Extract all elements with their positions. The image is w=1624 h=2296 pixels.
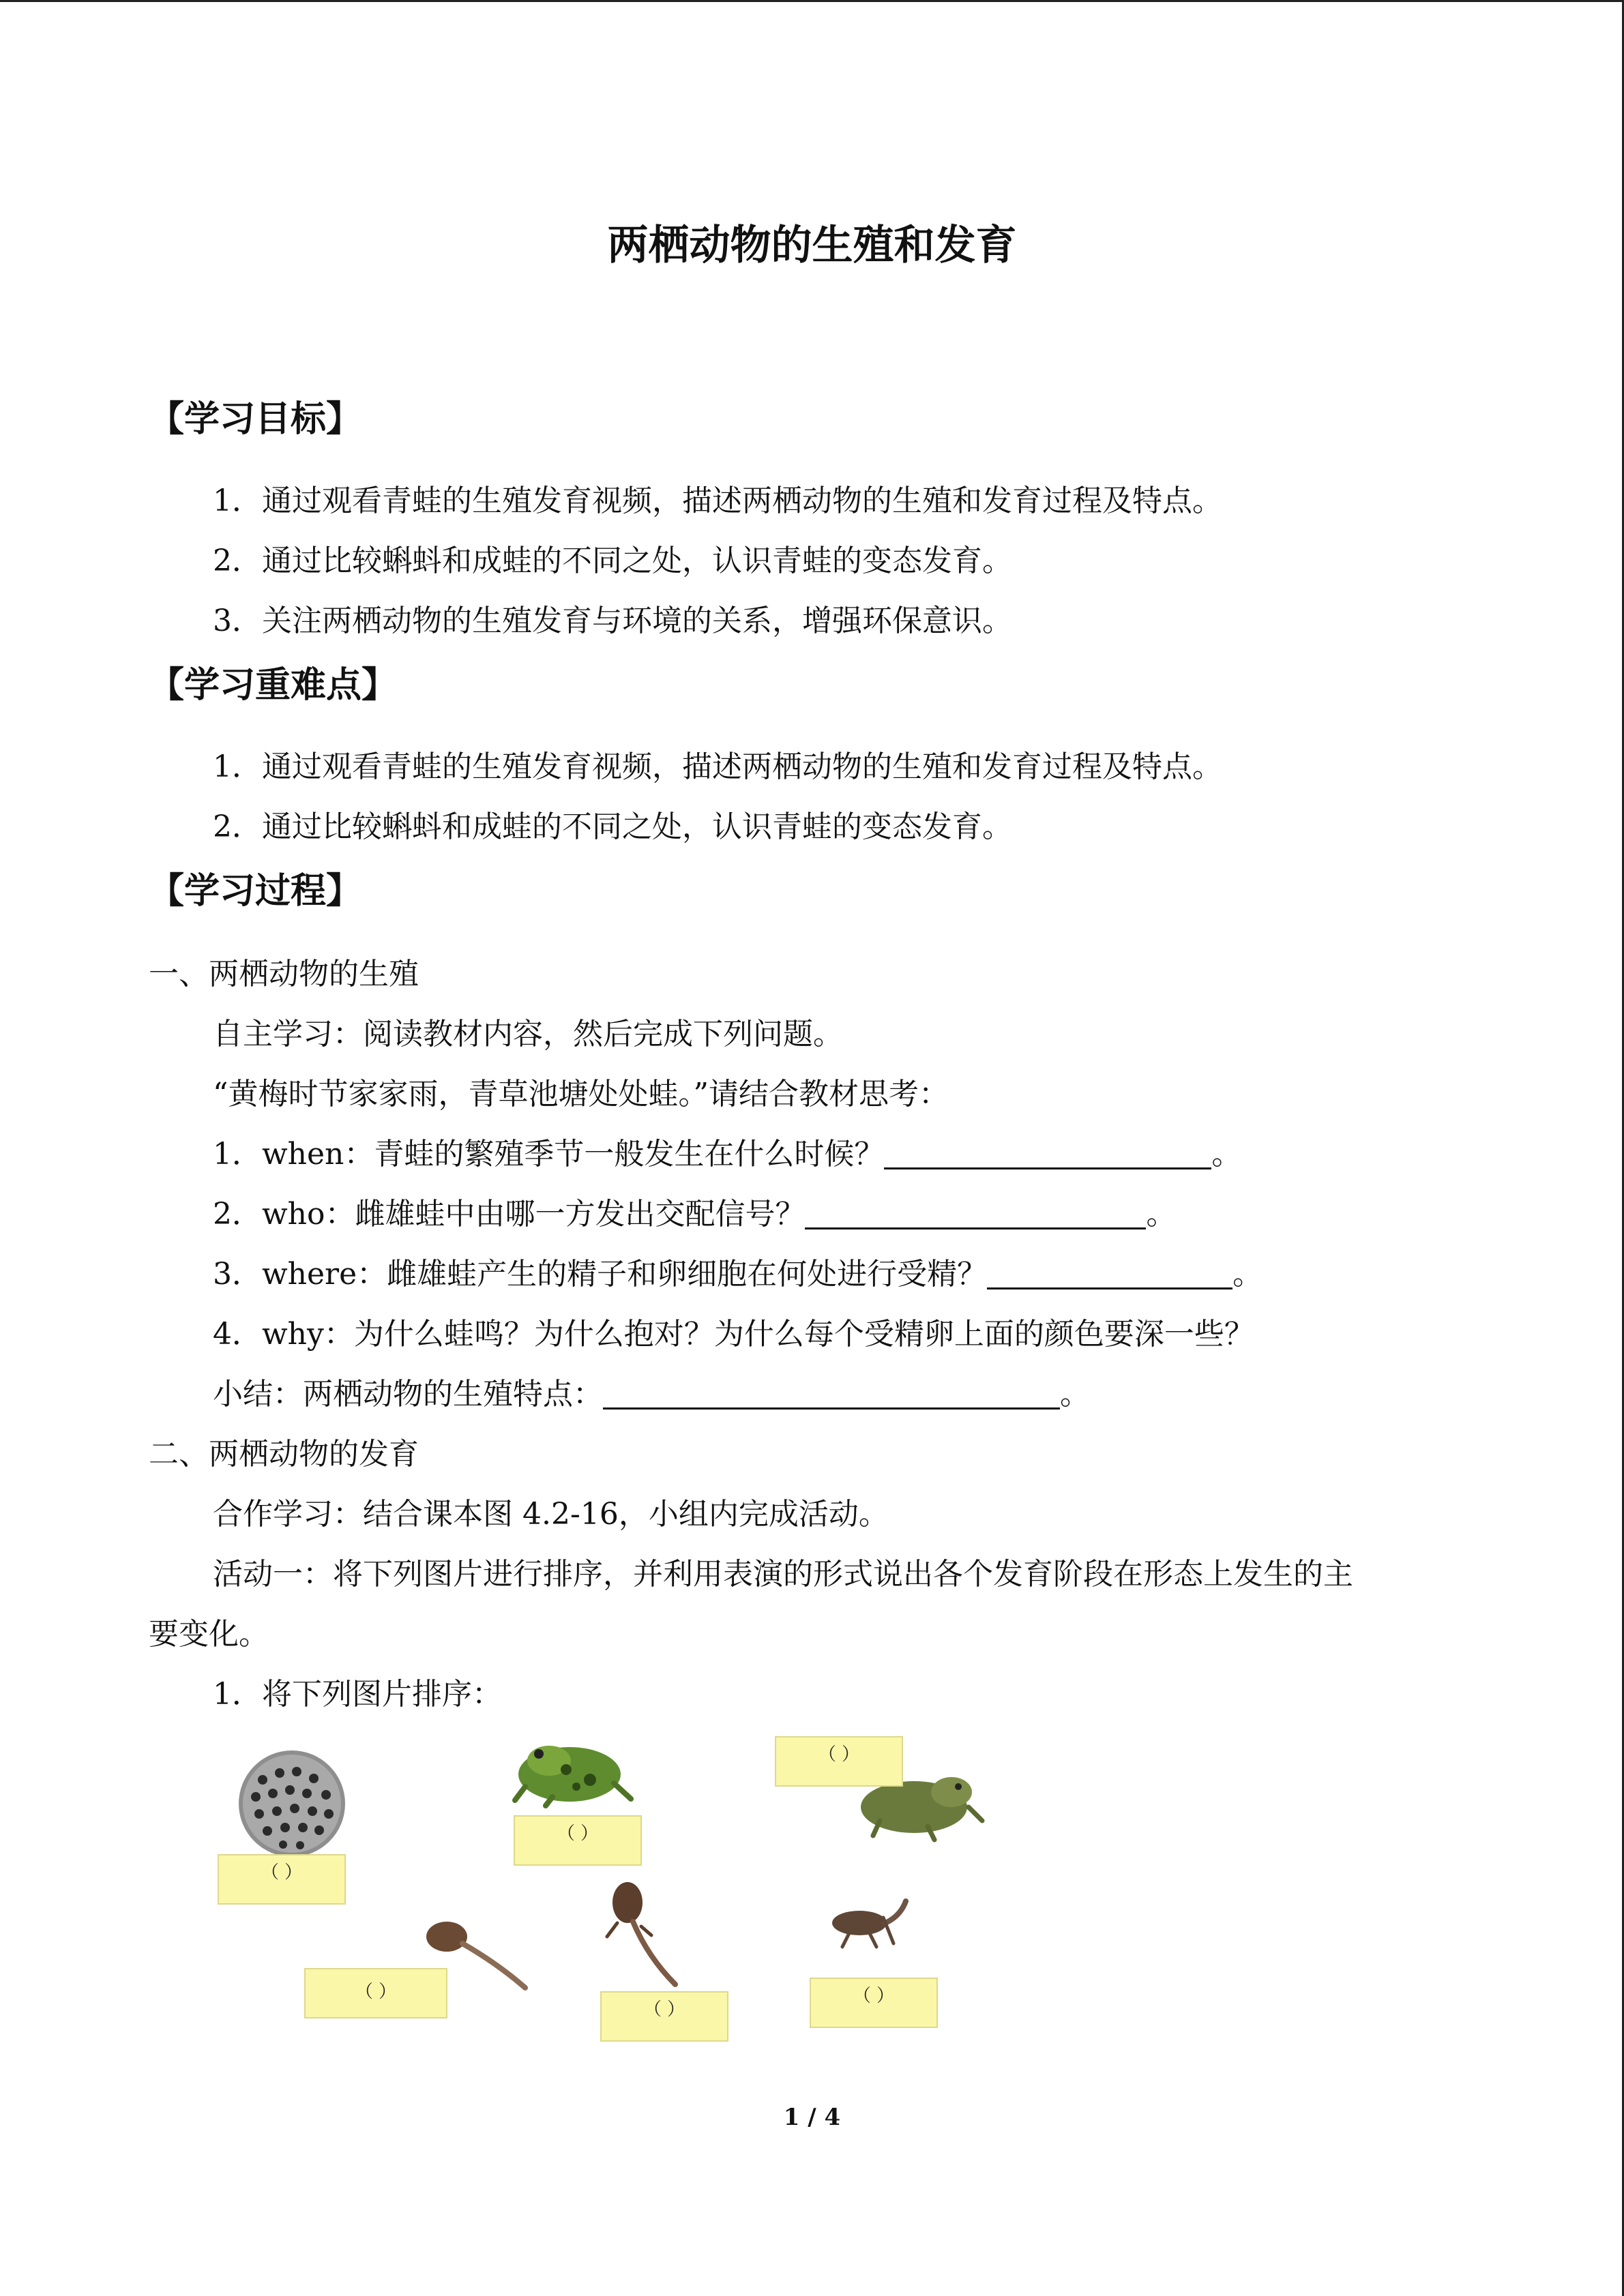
question-2-text: 2．who：雌雄蛙中由哪一方发出交配信号？ — [213, 1197, 806, 1232]
activity-line-2: 要变化。 — [149, 1617, 269, 1652]
top-border — [0, 0, 1624, 2]
activity-line-1: 活动一：将下列图片进行排序，并利用表演的形式说出各个发育阶段在形态上发生的主 — [213, 1557, 1353, 1592]
summary — [213, 1369, 1090, 1413]
end-mark: 。 — [1232, 1257, 1263, 1292]
task-line: 1．将下列图片排序： — [213, 1677, 502, 1712]
question-2 — [213, 1189, 1176, 1233]
question-1 — [213, 1129, 1241, 1173]
answer-blank-summary[interactable] — [603, 1377, 1060, 1410]
question-3-text: 3．where：雌雄蛙产生的精子和卵细胞在何处进行受精？ — [213, 1257, 988, 1292]
page-title: 两栖动物的生殖和发育 — [607, 222, 1017, 269]
tadpole-four-legs-image — [832, 1901, 906, 1947]
part2-heading: 二、两栖动物的发育 — [149, 1437, 419, 1472]
answer-blank-2[interactable] — [805, 1197, 1146, 1229]
goal-item: 1．通过观看青蛙的生殖发育视频，描述两栖动物的生殖和发育过程及特点。 — [213, 483, 1222, 518]
part2-intro: 合作学习：结合课本图 4.2-16，小组内完成活动。 — [213, 1497, 889, 1532]
order-label-box[interactable]: （ ） — [304, 1968, 447, 2018]
answer-blank-3[interactable] — [987, 1257, 1232, 1289]
order-label-box[interactable]: （ ） — [775, 1736, 903, 1787]
part1-intro: 自主学习：阅读教材内容，然后完成下列问题。 — [213, 1017, 843, 1052]
section-keypoints-heading: 【学习重难点】 — [149, 665, 398, 706]
question-4: 4．why：为什么蛙鸣？为什么抱对？为什么每个受精卵上面的颜色要深一些？ — [213, 1317, 1254, 1352]
goal-item: 2．通过比较蝌蚪和成蛙的不同之处，认识青蛙的变态发育。 — [213, 543, 1012, 578]
order-label-box[interactable]: （ ） — [218, 1854, 346, 1905]
end-mark: 。 — [1211, 1137, 1242, 1172]
question-1-text: 1．when：青蛙的繁殖季节一般发生在什么时候？ — [213, 1137, 885, 1172]
keypoint-item: 1．通过观看青蛙的生殖发育视频，描述两栖动物的生殖和发育过程及特点。 — [213, 749, 1222, 784]
end-mark: 。 — [1146, 1197, 1177, 1232]
page-number: 1 / 4 — [783, 2104, 841, 2131]
keypoint-item: 2．通过比较蝌蚪和成蛙的不同之处，认识青蛙的变态发育。 — [213, 809, 1012, 844]
tadpole-with-legs-image — [607, 1882, 675, 1984]
answer-blank-1[interactable] — [884, 1137, 1211, 1169]
adult-frog-image — [515, 1746, 631, 1806]
order-label-box[interactable]: （ ） — [514, 1815, 642, 1866]
order-label-box[interactable]: （ ） — [600, 1991, 728, 2042]
question-3 — [213, 1249, 1263, 1293]
frog-eggs-image — [239, 1750, 345, 1857]
summary-text: 小结：两栖动物的生殖特点： — [213, 1377, 603, 1412]
part1-heading: 一、两栖动物的生殖 — [149, 957, 419, 992]
section-process-heading: 【学习过程】 — [149, 871, 362, 912]
section-goals-heading: 【学习目标】 — [149, 399, 362, 440]
end-mark: 。 — [1060, 1377, 1090, 1412]
poem-line: “黄梅时节家家雨，青草池塘处处蛙。”请结合教材思考： — [213, 1077, 949, 1112]
order-label-box[interactable]: （ ） — [810, 1978, 938, 2028]
goal-item: 3．关注两栖动物的生殖发育与环境的关系，增强环保意识。 — [213, 603, 1012, 638]
